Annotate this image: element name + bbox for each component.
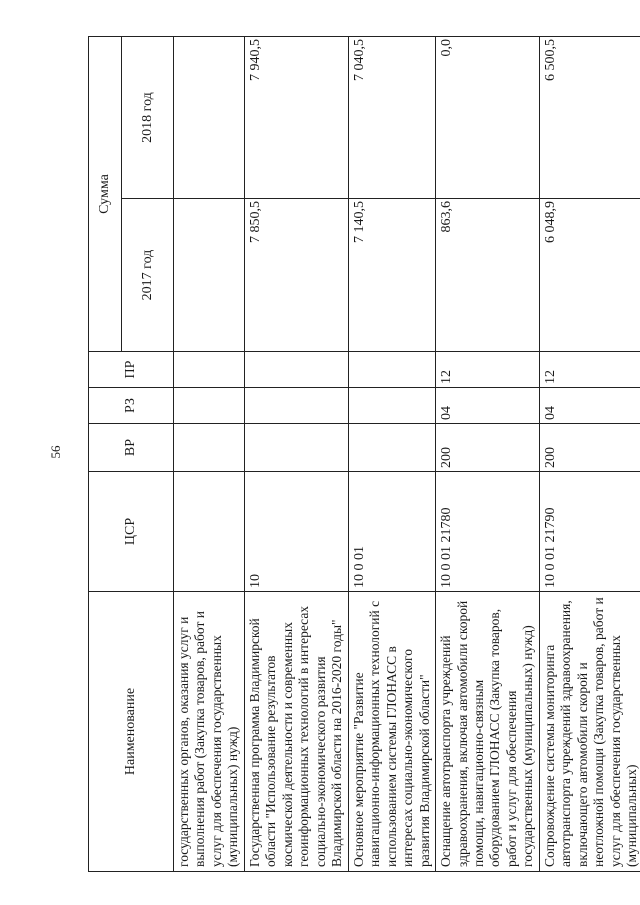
row-vr: 200 bbox=[436, 424, 540, 472]
row-sum-2018: 7 940,5 bbox=[244, 37, 348, 199]
row-name: Основное мероприятие "Развитие навигационно-информационных технологий с использованием системы ГЛОНАСС в интересах социально-экономического развития Владимирской области" bbox=[348, 592, 435, 872]
row-sum-2018: 6 500,5 bbox=[539, 37, 640, 199]
row-csr: 10 0 01 21780 bbox=[436, 472, 540, 592]
row-rz bbox=[174, 388, 245, 424]
budget-table bbox=[88, 36, 640, 872]
row-sum-2017: 7 140,5 bbox=[348, 199, 435, 352]
row-pr: 12 bbox=[539, 352, 640, 388]
header-2017: 2017 год bbox=[122, 199, 174, 352]
row-name: государственных органов, оказания услуг и выполнения работ (Закупка товаров, работ и услуг для обеспечения государственных (муниципальных) нужд) bbox=[174, 592, 245, 872]
header-vr: ВР bbox=[89, 424, 174, 472]
row-vr bbox=[174, 424, 245, 472]
row-vr bbox=[348, 424, 435, 472]
row-rz: 04 bbox=[436, 388, 540, 424]
row-sum-2018: 0,0 bbox=[436, 37, 540, 199]
row-pr: 12 bbox=[436, 352, 540, 388]
rotated-page-content bbox=[88, 37, 640, 872]
row-sum-2018: 7 040,5 bbox=[348, 37, 435, 199]
row-csr: 10 0 01 bbox=[348, 472, 435, 592]
row-vr bbox=[244, 424, 348, 472]
header-csr: ЦСР bbox=[89, 472, 174, 592]
row-name: Сопровождение системы мониторинга автотранспорта учреждений здравоохранения, включающего автомобили скорой и неотложной помощи (Закупка товаров, работ и услуг для обеспечения государственных (муниципальных) bbox=[539, 592, 640, 872]
row-vr: 200 bbox=[539, 424, 640, 472]
row-pr bbox=[244, 352, 348, 388]
row-rz bbox=[348, 388, 435, 424]
header-sum: Сумма bbox=[89, 37, 122, 352]
row-pr bbox=[348, 352, 435, 388]
row-sum-2017: 7 850,5 bbox=[244, 199, 348, 352]
row-csr bbox=[174, 472, 245, 592]
row-name: Государственная программа Владимирской области "Использование результатов космической деятельности и современных геоинформационных технологий в интересах социально-экономического развития Владимирской области на 2016-2020 годы" bbox=[244, 592, 348, 872]
row-sum-2017: 6 048,9 bbox=[539, 199, 640, 352]
page-number: 56 bbox=[48, 445, 63, 459]
row-csr: 10 bbox=[244, 472, 348, 592]
header-2018: 2018 год bbox=[122, 37, 174, 199]
row-sum-2017 bbox=[174, 199, 245, 352]
row-name: Оснащение автотранспорта учреждений здравоохранения, включая автомобили скорой помощи, навигационно-связным оборудованием ГЛОНАСС (Закупка товаров, работ и услуг для обеспечения государственных (муниципальных) нужд) bbox=[436, 592, 540, 872]
header-rz: РЗ bbox=[89, 388, 174, 424]
table-row bbox=[174, 37, 245, 872]
table-row bbox=[348, 37, 435, 872]
row-sum-2018 bbox=[174, 37, 245, 199]
header-name: Наименование bbox=[89, 592, 174, 872]
row-csr: 10 0 01 21790 bbox=[539, 472, 640, 592]
table-row bbox=[436, 37, 540, 872]
row-rz: 04 bbox=[539, 388, 640, 424]
row-rz bbox=[244, 388, 348, 424]
row-sum-2017: 863,6 bbox=[436, 199, 540, 352]
row-pr bbox=[174, 352, 245, 388]
table-row bbox=[539, 37, 640, 872]
table-row bbox=[244, 37, 348, 872]
header-pr: ПР bbox=[89, 352, 174, 388]
